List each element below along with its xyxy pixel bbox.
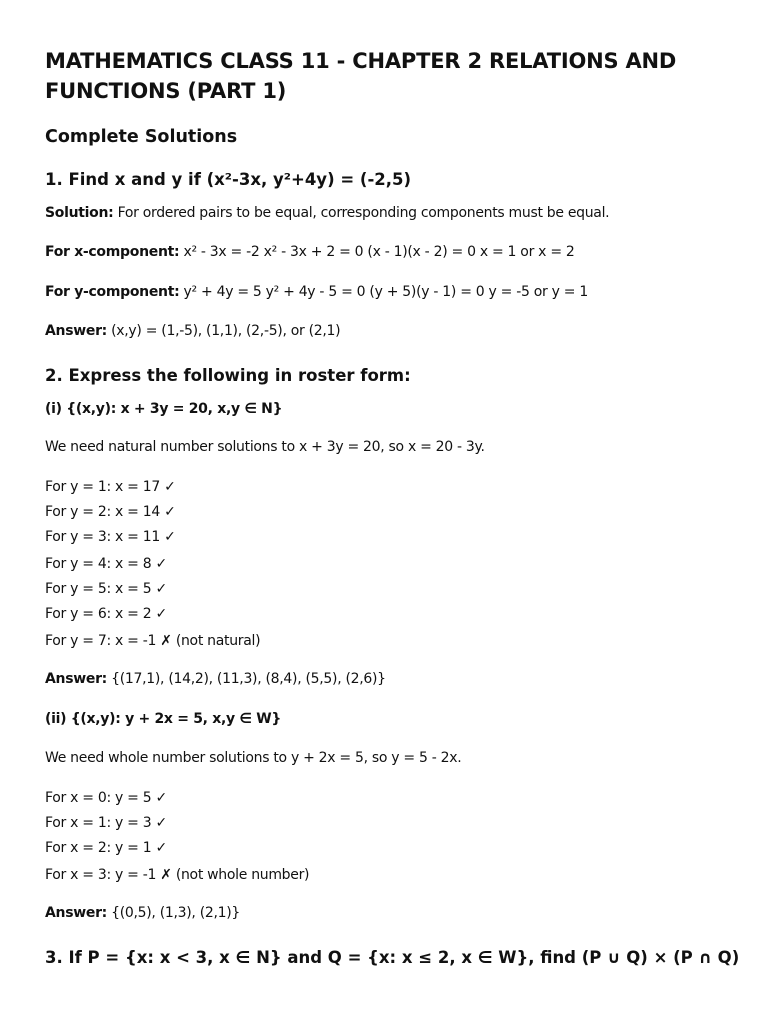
q2-part2-row: For x = 0: y = 5 ✓: [45, 790, 167, 806]
q2-part1-row: For y = 5: x = 5 ✓: [45, 581, 167, 597]
q2-part1-intro: We need natural number solutions to x + 3y = 20, so x = 20 - 3y.: [45, 439, 485, 455]
q1-solution: [45, 203, 609, 223]
q2-part1-answer: [45, 669, 386, 689]
q2-part2-answer-text: {(0,5), (1,3), (2,1)}: [106, 905, 240, 921]
q2-part1-row: For y = 3: x = 11 ✓: [45, 529, 176, 545]
q1-y-label: For y-component:: [45, 284, 180, 300]
q1-y-text: y² + 4y = 5 y² + 4y - 5 = 0 (y + 5)(y - 1) = 0 y = -5 or y = 1: [179, 284, 588, 300]
q1-solution-text: For ordered pairs to be equal, corresponding components must be equal.: [113, 205, 610, 221]
q1-answer-label: Answer:: [45, 323, 107, 339]
q2-part1-row: For y = 7: x = -1 ✗ (not natural): [45, 633, 261, 649]
q2-part2-intro: We need whole number solutions to y + 2x = 5, so y = 5 - 2x.: [45, 750, 462, 766]
q2-part2-answer-label: Answer:: [45, 905, 107, 921]
question-3-heading: 3. If P = {x: x < 3, x ∈ N} and Q = {x: x ≤ 2, x ∈ W}, find (P ∪ Q) × (P ∩ Q): [45, 948, 740, 967]
q1-solution-label: Solution:: [45, 205, 114, 221]
question-2-heading: 2. Express the following in roster form:: [45, 366, 411, 385]
q2-part2-row: For x = 2: y = 1 ✓: [45, 840, 167, 856]
q1-y-component: [45, 282, 588, 302]
question-1-heading: 1. Find x and y if (x²-3x, y²+4y) = (-2,5): [45, 170, 412, 189]
q2-part2-heading: (ii) {(x,y): y + 2x = 5, x,y ∈ W}: [45, 711, 282, 727]
q2-part2-row: For x = 3: y = -1 ✗ (not whole number): [45, 867, 310, 883]
page-subtitle: Complete Solutions: [45, 127, 238, 147]
q2-part1-answer-text: {(17,1), (14,2), (11,3), (8,4), (5,5), (2,6)}: [106, 671, 386, 687]
q2-part1-row: For y = 6: x = 2 ✓: [45, 606, 167, 622]
q1-x-label: For x-component:: [45, 244, 180, 260]
q2-part1-row: For y = 2: x = 14 ✓: [45, 504, 176, 520]
page-title: MATHEMATICS CLASS 11 - CHAPTER 2 RELATIONS AND FUNCTIONS (PART 1): [45, 49, 677, 103]
q2-part2-answer: [45, 903, 240, 923]
q1-answer: [45, 321, 340, 341]
q1-x-text: x² - 3x = -2 x² - 3x + 2 = 0 (x - 1)(x - 2) = 0 x = 1 or x = 2: [179, 244, 575, 260]
q2-part1-row: For y = 1: x = 17 ✓: [45, 479, 176, 495]
q1-x-component: [45, 242, 575, 262]
q1-answer-text: (x,y) = (1,-5), (1,1), (2,-5), or (2,1): [106, 323, 341, 339]
q2-part2-row: For x = 1: y = 3 ✓: [45, 815, 167, 831]
q2-part1-answer-label: Answer:: [45, 671, 107, 687]
q2-part1-row: For y = 4: x = 8 ✓: [45, 556, 167, 572]
q2-part1-heading: (i) {(x,y): x + 3y = 20, x,y ∈ N}: [45, 401, 283, 417]
